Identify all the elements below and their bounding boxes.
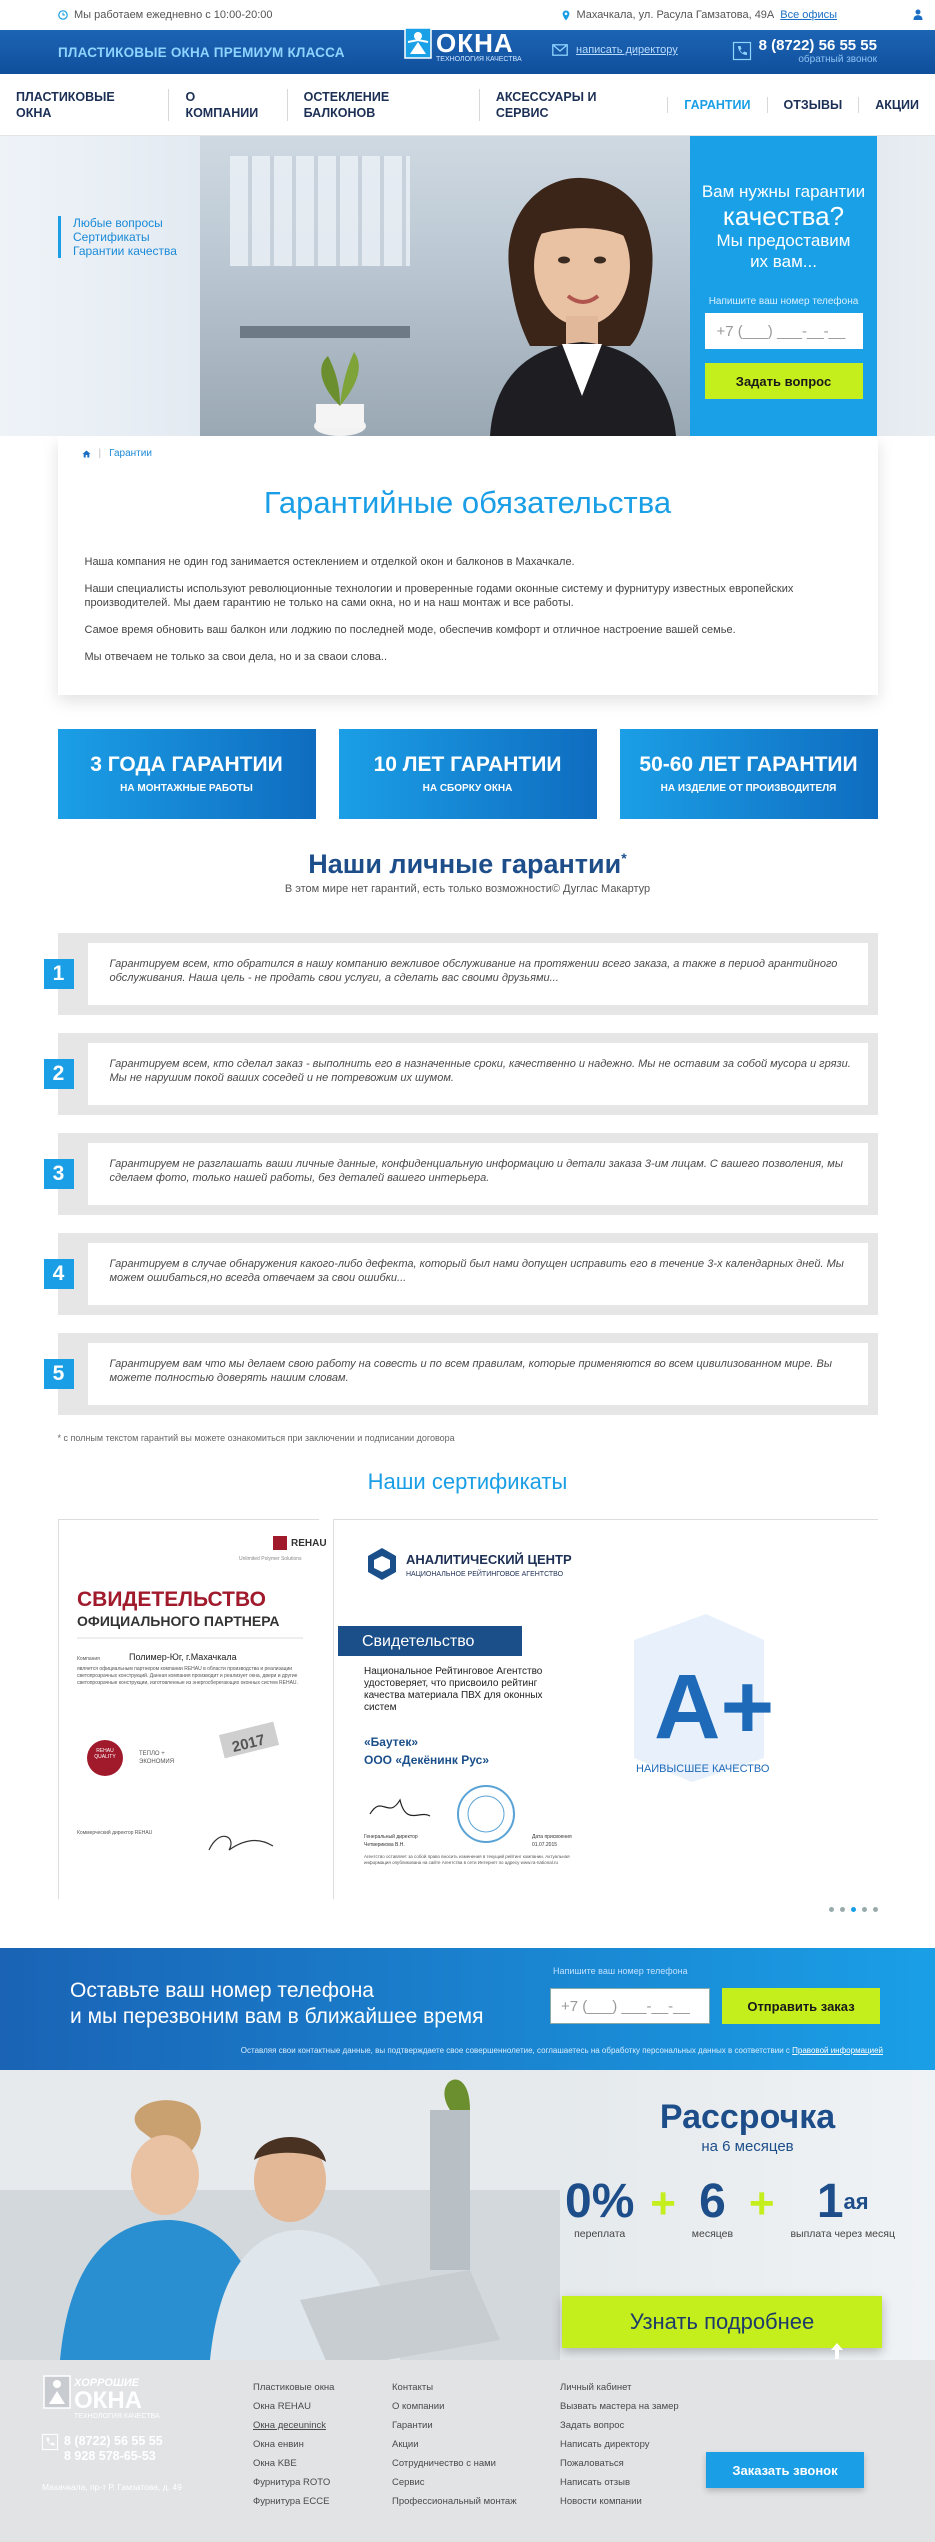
home-icon[interactable]: [82, 450, 91, 458]
promise-item: [52, 1233, 878, 1315]
logo-line-1: ХОРРОШИЕ: [436, 18, 501, 30]
callout-line-4: их вам...: [750, 252, 817, 271]
nra-certificate-art: [334, 1520, 879, 1900]
rehau-logo-mark: [273, 1536, 287, 1550]
footer-link[interactable]: Гарантии: [392, 2420, 433, 2431]
footer-column-company: [392, 2378, 517, 2511]
footer-link[interactable]: Окна REHAU: [253, 2401, 311, 2412]
promise-number: 2: [44, 1059, 74, 1089]
nav-balconies[interactable]: ОСТЕКЛЕНИЕ БАЛКОНОВ: [287, 89, 479, 121]
carousel-dot[interactable]: [873, 1907, 878, 1912]
user-icon[interactable]: [913, 9, 923, 20]
stat-value: 1: [816, 2175, 844, 2228]
stat-value-wrap: [790, 2176, 895, 2228]
footer-logo[interactable]: [42, 2368, 166, 2431]
promise-text: Гарантируем в случае обнаружения какого-либо дефекта, который был нами допущен исправить его в течение 3-х календарных дней. Мы можем ошибаться,но всегда отвечаем за свои ошибки...: [88, 1243, 868, 1305]
rehau-cert-title: СВИДЕТЕЛЬСТВО: [76, 1588, 266, 1611]
guarantee-box-title: 3 ГОДА ГАРАНТИИ: [90, 753, 283, 776]
arrow-up-icon: [829, 2342, 845, 2360]
order-call-button[interactable]: Заказать звонок: [706, 2452, 864, 2488]
all-offices-link[interactable]: Все офисы: [780, 9, 837, 21]
nra-company-1: «Баутек»: [363, 1735, 418, 1749]
promise-number: 4: [44, 1259, 74, 1289]
site-logo[interactable]: [404, 8, 536, 74]
callback-phone-input[interactable]: +7 (___) ___-__-__: [550, 1988, 710, 2024]
installment-subtitle: на 6 месяцев: [701, 2138, 794, 2155]
logo-figure-icon: [404, 20, 432, 62]
personal-guarantees-title-text: Наши личные гарантии: [308, 849, 622, 879]
guarantee-box-manufacturer: [620, 729, 878, 819]
rehau-cert-body: является официальным партнером компании REHAU в области производства и реализации светопрозрачных конструкций. Данная компания производит и реализует окна, двери и другие светопрозрачные конструкции, изготовленные из энергосберегающих оконных систем REHAU.: [76, 1666, 298, 1686]
footer-logo-art: [42, 2368, 166, 2428]
carousel-dot-active[interactable]: [851, 1907, 856, 1912]
stat-caption: месяцев: [691, 2228, 734, 2240]
callback-message: [70, 1978, 483, 2030]
rehau-badge-text: REHAU QUALITY: [93, 1748, 116, 1760]
rehau-cert-subtitle: ОФИЦИАЛЬНОГО ПАРТНЕРА: [76, 1613, 279, 1629]
nav-about[interactable]: О КОМПАНИИ: [168, 89, 286, 121]
hero-question-form: [690, 136, 877, 436]
footer-link[interactable]: Окна деceuninck: [253, 2420, 327, 2431]
stat-caption: переплата: [574, 2228, 626, 2240]
promise-item: [52, 1333, 878, 1415]
callback-phone-label: Напишите ваш номер телефона: [553, 1966, 688, 1976]
rehau-tagline: Unlimited Polymer Solutions: [238, 1556, 302, 1562]
nra-center-title: АНАЛИТИЧЕСКИЙ ЦЕНТР: [405, 1552, 572, 1567]
footer-link[interactable]: Сотрудничество с нами: [392, 2458, 496, 2469]
clock-icon: [58, 10, 68, 20]
hero-phone-input[interactable]: +7 (___) ___-__-__: [705, 313, 863, 349]
guarantee-boxes: [58, 729, 878, 819]
header-tagline: ПЛАСТИКОВЫЕ ОКНА ПРЕМИУМ КЛАССА: [58, 44, 345, 60]
rehau-eco-label: ТЕПЛО + ЭКОНОМИЯ: [138, 1751, 174, 1765]
nav-promotions[interactable]: АКЦИИ: [858, 97, 935, 113]
promise-text: Гарантируем всем, кто обратился в нашу компанию вежливое обслуживание на протяжении всего заказа, а также в период арантийного обслуживания. Наша цель - не продать свои услуги, а сделать вас своими друзьями...: [88, 943, 868, 1005]
hero-banner: [0, 136, 935, 436]
carousel-dot[interactable]: [862, 1907, 867, 1912]
breadcrumb-current: Гарантии: [109, 448, 152, 459]
promise-number: 3: [44, 1159, 74, 1189]
guarantee-box-caption: НА МОНТАЖНЫЕ РАБОТЫ: [120, 783, 253, 794]
footer-link[interactable]: Фурнитура ECCE: [253, 2496, 330, 2507]
nra-date-label: Дата присвоения: [531, 1834, 572, 1840]
footer-phone-1[interactable]: 8 (8722) 56 55 55: [64, 2434, 163, 2448]
intro-paragraph: Самое время обновить ваш балкон или лоджию по последней моде, обеспечив комфорт и отличное настроение вашей семье.: [84, 624, 736, 636]
scroll-up-button[interactable]: [823, 2340, 851, 2362]
nra-company-2: ООО «Декёнинк Рус»: [363, 1753, 489, 1767]
rehau-company-name: Полимер-Юг, г.Махачкала: [128, 1652, 237, 1662]
footer-link[interactable]: Написать отзыв: [560, 2477, 631, 2488]
installment-promo: [0, 2070, 935, 2360]
rehau-certificate[interactable]: [58, 1519, 327, 1899]
footer-link[interactable]: Контакты: [392, 2382, 434, 2393]
callout-line-3: Мы предоставим: [716, 231, 851, 250]
stat-value-suffix: ая: [843, 2189, 869, 2214]
plus-sign: +: [650, 2179, 676, 2228]
rehau-signer: Коммерческий директор REHAU: [76, 1830, 152, 1836]
stat-value: 6: [699, 2175, 726, 2228]
phone-icon: [42, 2434, 58, 2450]
site-footer: [0, 2360, 935, 2542]
side-link-certificates[interactable]: Сертификаты: [73, 230, 150, 244]
content-card: [58, 436, 878, 695]
installment-stats: [565, 2176, 895, 2240]
promise-number: 5: [44, 1359, 74, 1389]
footer-logo-line-2: ОКНА: [74, 2387, 142, 2414]
callout-line-1: Вам нужны гарантии: [701, 182, 866, 201]
footer-link[interactable]: Акции: [392, 2439, 419, 2450]
rehau-year: 2017: [229, 1731, 267, 1756]
footer-column-service: [560, 2378, 679, 2511]
rehau-company-label: Компания: [76, 1656, 100, 1662]
nav-reviews[interactable]: ОТЗЫВЫ: [767, 97, 859, 113]
nra-fine-print: Агентство оставляет за собой право вносить изменения в текущий рейтинг компании. Актуальная информация опубликована на сайте Агентства в сети Интернет по адресу www.ra-national.ru: [363, 1854, 570, 1865]
footer-logo-line-3: ТЕХНОЛОГИЯ КАЧЕСТВА: [74, 2413, 160, 2420]
guarantee-box-title: 50-60 ЛЕТ ГАРАНТИИ: [639, 753, 858, 776]
footer-link[interactable]: Фурнитура ROTO: [253, 2477, 331, 2488]
personal-guarantees-title: [0, 849, 935, 880]
plant-illustration: [300, 336, 380, 436]
privacy-note-text: Оставляя свои контактные данные, вы подтверждаете свое совершеннолетие, соглашаетесь на обработку персональных данных в соответствии с: [240, 2046, 790, 2055]
certificates-title: Наши сертификаты: [367, 1469, 568, 1494]
callback-link[interactable]: обратный звонок: [798, 54, 877, 65]
nra-director-label: Генеральный директор: [363, 1834, 418, 1840]
nra-certificate[interactable]: [333, 1519, 878, 1899]
footer-link[interactable]: Пластиковые окна: [253, 2382, 335, 2393]
couple-with-laptop-photo: [0, 2070, 560, 2360]
nra-grade: A+: [653, 1656, 774, 1758]
footer-link[interactable]: Новости компании: [560, 2496, 642, 2507]
guarantee-box-assembly: [339, 729, 597, 819]
phone-icon: [733, 42, 751, 60]
footer-link[interactable]: Пожаловаться: [560, 2458, 624, 2469]
nra-director-name: Четверикова В.Н.: [363, 1842, 405, 1848]
guarantee-footnote: * с полным текстом гарантий вы можете ознакомиться при заключении и подписании договора: [57, 1433, 455, 1443]
nra-grade-caption: НАИВЫСШЕЕ КАЧЕСТВО: [635, 1763, 769, 1775]
promise-text: Гарантируем вам что мы делаем свою работу на совесть и по всем правилам, которые применяются во всем цивилизованном мире. Вы можете полностью доверять нашим словам.: [88, 1343, 868, 1405]
write-director-label: написать директору: [576, 44, 678, 56]
promise-text: Гарантируем всем, кто сделал заказ - выполнить его в назначенные сроки, качественно и надежно. Мы не оставим за собой мусора и грязи. Мы не нарушим покой ваших соседей и не потревожим их шумом.: [88, 1043, 868, 1105]
intro-paragraph: Наши специалисты используют революционные технологии и проверенные годами оконные систему и фурнитуру известных европейских производителей. Мы даем гарантию не только на сами окна, но и на наш монтаж и все работы.: [84, 583, 794, 609]
stat-value: 0%: [565, 2175, 635, 2228]
carousel-dot[interactable]: [829, 1907, 834, 1912]
main-navigation: [0, 74, 935, 136]
side-link-quality[interactable]: Гарантии качества: [73, 244, 177, 258]
nav-guarantees[interactable]: ГАРАНТИИ: [667, 97, 766, 113]
callback-section: [0, 1948, 935, 2070]
privacy-note: [241, 2046, 883, 2055]
footer-link[interactable]: Вызвать мастера на замер: [560, 2401, 679, 2412]
footer-phones: [42, 2434, 163, 2464]
footer-link[interactable]: Задать вопрос: [560, 2420, 625, 2431]
map-pin-icon: [562, 10, 570, 21]
learn-more-button[interactable]: Узнать подробнее: [562, 2296, 882, 2348]
header-phone-number[interactable]: 8 (8722) 56 55 55: [758, 37, 877, 54]
guarantee-box-install: [58, 729, 316, 819]
footer-link[interactable]: Окна KBE: [253, 2458, 297, 2469]
plus-sign: +: [748, 2179, 775, 2228]
footer-address: Махачкала, пр-т Р. Гамзатова, д. 49: [42, 2482, 182, 2492]
stat-overpayment: [565, 2176, 634, 2240]
ask-question-button[interactable]: Задать вопрос: [705, 363, 863, 399]
promise-item: [52, 933, 878, 1015]
write-director-link[interactable]: [552, 44, 678, 56]
asterisk: *: [621, 850, 627, 866]
promise-text: Гарантируем не разглашать ваши личные данные, конфиденциальную информацию и детали заказа 3-им лицам. С вашего позволения, мы сделаем фото, только нашей работы, без деталей вашего интерьера.: [88, 1143, 868, 1205]
side-link-questions[interactable]: Любые вопросы: [73, 216, 163, 230]
guarantee-box-caption: НА СБОРКУ ОКНА: [422, 783, 513, 794]
working-hours: [58, 9, 273, 21]
footer-link[interactable]: Профессиональный монтаж: [392, 2496, 517, 2507]
nav-accessories[interactable]: АКСЕССУАРЫ И СЕРВИС: [479, 89, 667, 121]
rehau-certificate-art: [59, 1520, 327, 1900]
nra-doc-title: Свидетельство: [361, 1633, 474, 1650]
hero-side-links: [58, 216, 177, 258]
footer-link[interactable]: Личный кабинет: [560, 2382, 632, 2393]
envelope-icon: [552, 44, 568, 56]
footer-link[interactable]: Сервис: [392, 2477, 425, 2488]
stat-months: [692, 2176, 733, 2240]
footer-link[interactable]: Окна енвин: [253, 2439, 304, 2450]
footer-link[interactable]: О компании: [392, 2401, 445, 2412]
intro-text: [58, 555, 878, 664]
guarantee-box-caption: НА ИЗДЕЛИЕ ОТ ПРОИЗВОДИТЕЛЯ: [660, 783, 837, 794]
main-header: [0, 18, 935, 74]
carousel-dot[interactable]: [840, 1907, 845, 1912]
breadcrumb: [58, 448, 878, 459]
guarantee-box-title: 10 ЛЕТ ГАРАНТИИ: [373, 753, 562, 776]
footer-phone-2[interactable]: 8 928 578-65-53: [64, 2449, 156, 2463]
rehau-brand: REHAU: [290, 1538, 327, 1549]
logo-line-3: ТЕХНОЛОГИЯ КАЧЕСТВА: [436, 56, 522, 63]
promise-number: 1: [44, 959, 74, 989]
callback-line-2: и мы перезвоним вам в ближайшее время: [70, 2005, 484, 2028]
header-phone-block: [733, 37, 877, 65]
nav-plastic-windows[interactable]: ПЛАСТИКОВЫЕ ОКНА: [16, 89, 115, 120]
footer-logo-line-1: ХОРРОШИЕ: [74, 2377, 139, 2389]
working-hours-text: Мы работаем ежедневно с 10:00-20:00: [74, 9, 273, 21]
logo-line-2: ОКНА: [436, 28, 514, 58]
send-order-button[interactable]: Отправить заказ: [722, 1988, 880, 2024]
nra-cert-body: Национальное Рейтинговое Агентство удостоверяет, что присвоило рейтинг качества материала ПВХ для оконных систем: [363, 1666, 543, 1713]
promise-item: [52, 1133, 878, 1215]
intro-paragraph: Наша компания не один год занимается остеклением и отделкой окон и балконов в Махачкале.: [84, 556, 575, 568]
legal-info-link[interactable]: Правовой информацией: [792, 2046, 883, 2055]
callout-line-2: качества?: [722, 201, 845, 231]
office-window-blinds: [230, 156, 410, 266]
footer-column-products: [253, 2378, 334, 2511]
consultant-photo: [470, 156, 690, 436]
nra-center-subtitle: НАЦИОНАЛЬНОЕ РЕЙТИНГОВОЕ АГЕНТСТВО: [405, 1571, 563, 1578]
phone-field-label: Напишите ваш номер телефона: [708, 296, 859, 307]
stat-first-payment: [790, 2176, 895, 2240]
installment-title: Рассрочка: [659, 2098, 836, 2136]
promise-item: [52, 1033, 878, 1115]
intro-paragraph: Мы отвечаем не только за свои дела, но и за свaои слова..: [84, 651, 388, 663]
carousel-dots: [58, 1907, 878, 1912]
nra-date: 01.07.2015: [531, 1842, 557, 1848]
breadcrumb-separator: |: [98, 448, 102, 459]
callback-line-1: Оставьте ваш номер телефона: [70, 1979, 374, 2002]
certificates-carousel: [58, 1519, 878, 1899]
promise-list: [52, 933, 878, 1415]
stat-caption: выплата через месяц: [790, 2228, 895, 2240]
page-title: Гарантийные обязательства: [263, 485, 672, 520]
office-address: Махачкала, ул. Расула Гамзатова, 49А: [576, 9, 775, 21]
personal-guarantees-quote: В этом мире нет гарантий, есть только возможности© Дуглас Макартур: [284, 883, 651, 895]
footer-link[interactable]: Написать директору: [560, 2439, 650, 2450]
